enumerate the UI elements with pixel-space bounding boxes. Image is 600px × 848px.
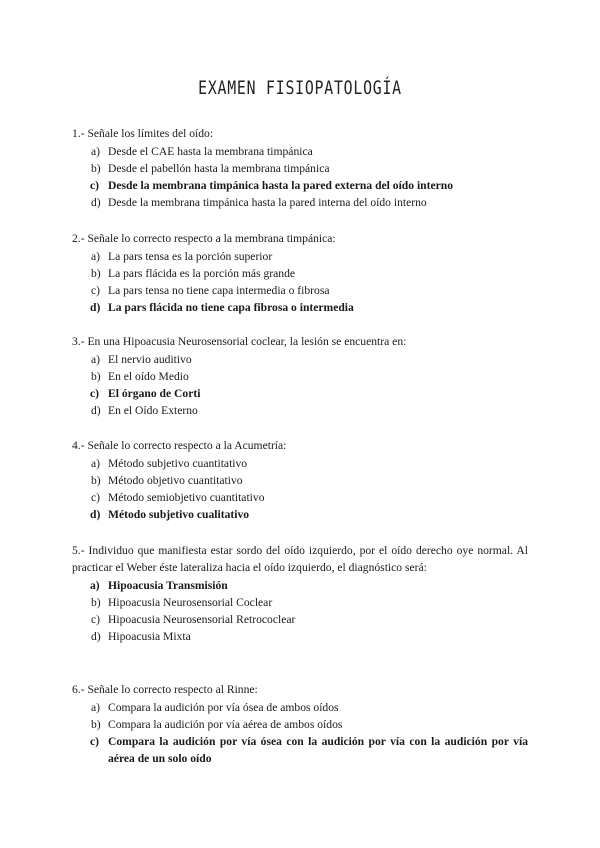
option-d (72, 194, 528, 211)
option-b (72, 368, 528, 385)
option-c (72, 282, 528, 299)
option-letter: c) (90, 179, 100, 192)
question-1 (72, 125, 528, 211)
page-title: EXAMEN FISIOPATOLOGÍA (198, 77, 402, 99)
option-text: En el Oído Externo (108, 404, 198, 417)
option-a (72, 699, 528, 716)
option-a-correct (72, 577, 528, 594)
answer-options (72, 143, 528, 211)
answer-options (72, 351, 528, 419)
option-b (72, 716, 528, 733)
option-text: Desde la membrana timpánica hasta la pared externa del oído interno (108, 179, 454, 192)
option-letter: d) (91, 630, 101, 643)
option-text: El órgano de Corti (108, 387, 201, 400)
option-letter: c) (90, 387, 100, 400)
option-letter: a) (91, 457, 101, 470)
option-d (72, 628, 528, 645)
option-letter: d) (91, 196, 101, 209)
option-text: Hipoacusia Neurosensorial Coclear (108, 596, 273, 609)
option-d (72, 402, 528, 419)
option-text: Método subjetivo cualitativo (108, 508, 250, 521)
option-a (72, 351, 528, 368)
option-text: La pars tensa no tiene capa intermedia o fibrosa (108, 284, 330, 297)
answer-options (72, 248, 528, 316)
option-text: Hipoacusia Transmisión (108, 579, 228, 592)
option-c-correct (72, 733, 528, 767)
option-letter: b) (91, 267, 101, 280)
option-letter: c) (91, 491, 101, 504)
option-text: Desde la membrana timpánica hasta la pared interna del oído interno (108, 196, 427, 209)
question-3 (72, 333, 528, 419)
option-d-correct (72, 506, 528, 523)
option-b (72, 160, 528, 177)
option-letter: c) (91, 284, 101, 297)
option-letter: a) (91, 250, 101, 263)
option-c (72, 611, 528, 628)
option-letter: c) (91, 613, 101, 626)
option-letter: c) (90, 735, 100, 748)
option-text: El nervio auditivo (108, 353, 192, 366)
question-text: 5.- Individuo que manifiesta estar sordo del oído izquierdo, por el oído derecho oye normal. Al practicar el Weber éste lateraliza hacia el oído izquierdo, el diagnóstico será: (72, 544, 528, 574)
question-text: 6.- Señale lo correcto respecto al Rinne: (72, 683, 258, 696)
option-text: Hipoacusia Mixta (108, 630, 191, 643)
question-text: 4.- Señale lo correcto respecto a la Acumetría: (72, 439, 287, 452)
option-text: Hipoacusia Neurosensorial Retrococlear (108, 613, 296, 626)
option-letter: a) (91, 701, 101, 714)
option-c-correct (72, 177, 528, 194)
question-text: 1.- Señale los límites del oído: (72, 127, 214, 140)
option-c-correct (72, 385, 528, 402)
option-text: La pars tensa es la porción superior (108, 250, 273, 263)
option-a (72, 248, 528, 265)
question-4 (72, 437, 528, 523)
option-c (72, 489, 528, 506)
option-b (72, 594, 528, 611)
option-letter: b) (91, 596, 101, 609)
option-letter: d) (90, 508, 101, 521)
option-b (72, 265, 528, 282)
option-text: Método subjetivo cuantitativo (108, 457, 248, 470)
option-letter: b) (91, 162, 101, 175)
question-text: 3.- En una Hipoacusia Neurosensorial coclear, la lesión se encuentra en: (72, 335, 407, 348)
option-letter: a) (91, 353, 101, 366)
option-text: Método objetivo cuantitativo (108, 474, 243, 487)
question-6 (72, 681, 528, 767)
option-text: Desde el pabellón hasta la membrana timpánica (108, 162, 330, 175)
option-text: La pars flácida no tiene capa fibrosa o intermedia (108, 301, 354, 314)
option-b (72, 472, 528, 489)
option-text: Desde el CAE hasta la membrana timpánica (108, 145, 313, 158)
option-d-correct (72, 299, 528, 316)
answer-options (72, 577, 528, 645)
option-letter: a) (91, 145, 101, 158)
option-a (72, 455, 528, 472)
answer-options (72, 455, 528, 523)
option-text: Compara la audición por vía ósea de ambos oídos (108, 701, 339, 714)
option-letter: d) (90, 301, 101, 314)
option-text: La pars flácida es la porción más grande (108, 267, 296, 280)
option-letter: d) (91, 404, 101, 417)
question-2 (72, 230, 528, 316)
answer-options (72, 699, 528, 767)
option-text: Compara la audición por vía ósea con la audición por vía con la audición por vía aérea de un solo oído (108, 735, 528, 765)
option-letter: b) (91, 474, 101, 487)
option-a (72, 143, 528, 160)
question-text: 2.- Señale lo correcto respecto a la membrana timpánica: (72, 232, 336, 245)
option-letter: a) (90, 579, 100, 592)
question-5 (72, 542, 528, 645)
option-text: En el oído Medio (108, 370, 189, 383)
option-text: Método semiobjetivo cuantitativo (108, 491, 265, 504)
option-letter: b) (91, 718, 101, 731)
option-text: Compara la audición por vía aérea de ambos oídos (108, 718, 343, 731)
option-letter: b) (91, 370, 101, 383)
